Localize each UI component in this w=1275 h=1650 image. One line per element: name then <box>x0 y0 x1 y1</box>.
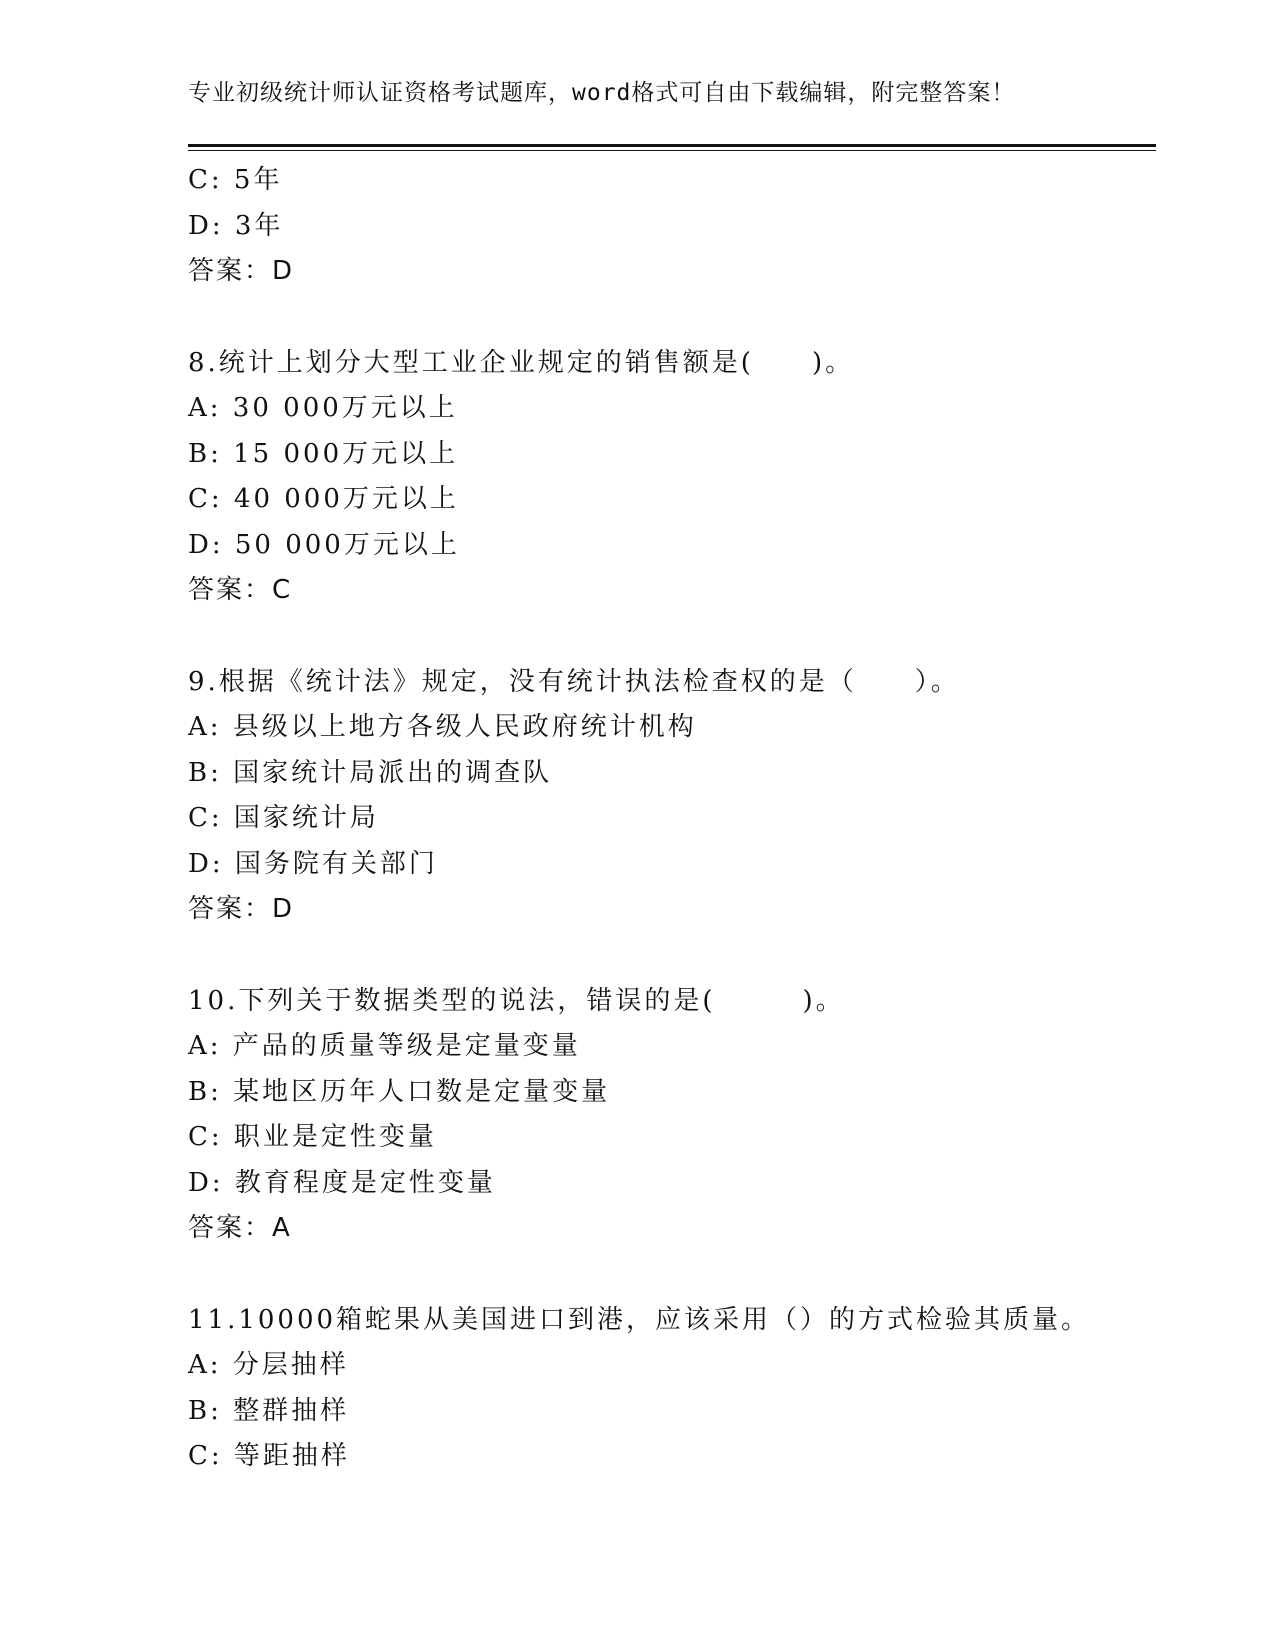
option-a: A: 分层抽样 <box>188 1350 349 1380</box>
header-divider-thin <box>188 150 1156 151</box>
option-a: A: 30 000万元以上 <box>188 393 458 423</box>
option-c: C: 等距抽样 <box>188 1441 350 1471</box>
option-c: C: 5年 <box>188 165 283 195</box>
option-c: C: 国家统计局 <box>188 803 379 833</box>
option-d: D: 国务院有关部门 <box>188 848 438 879</box>
question-9-stem: 9.根据《统计法》规定，没有统计执法检查权的是（ ）。 <box>188 666 960 697</box>
option-c: C: 职业是定性变量 <box>188 1122 437 1152</box>
question-list <box>188 158 1156 1480</box>
spacer <box>188 614 1156 660</box>
question-8-stem: 8.统计上划分大型工业企业规定的销售额是( )。 <box>188 347 855 378</box>
header-divider-thick <box>188 144 1156 147</box>
option-b: B: 某地区历年人口数是定量变量 <box>188 1076 611 1107</box>
option-a: A: 产品的质量等级是定量变量 <box>188 1031 581 1061</box>
question-11-stem: 11.10000箱蛇果从美国进口到港，应该采用（）的方式检验其质量。 <box>188 1304 1091 1335</box>
answer-line: 答案：C <box>188 575 293 605</box>
option-b: B: 15 000万元以上 <box>188 438 459 469</box>
spacer <box>188 1252 1156 1298</box>
option-a: A: 县级以上地方各级人民政府统计机构 <box>188 712 697 742</box>
spacer <box>188 295 1156 341</box>
option-b: B: 整群抽样 <box>188 1395 350 1426</box>
option-d: D: 50 000万元以上 <box>188 529 460 560</box>
document-header: 专业初级统计师认证资格考试题库，word格式可自由下载编辑，附完整答案！ <box>188 80 1016 106</box>
option-b: B: 国家统计局派出的调查队 <box>188 757 553 788</box>
answer-line: 答案：D <box>188 256 295 286</box>
spacer <box>188 933 1156 979</box>
option-d: D: 3年 <box>188 210 284 241</box>
answer-line: 答案：A <box>188 1213 292 1243</box>
option-d: D: 教育程度是定性变量 <box>188 1167 496 1198</box>
option-c: C: 40 000万元以上 <box>188 484 459 514</box>
answer-line: 答案：D <box>188 894 295 924</box>
question-10-stem: 10.下列关于数据类型的说法，错误的是( )。 <box>188 985 845 1016</box>
